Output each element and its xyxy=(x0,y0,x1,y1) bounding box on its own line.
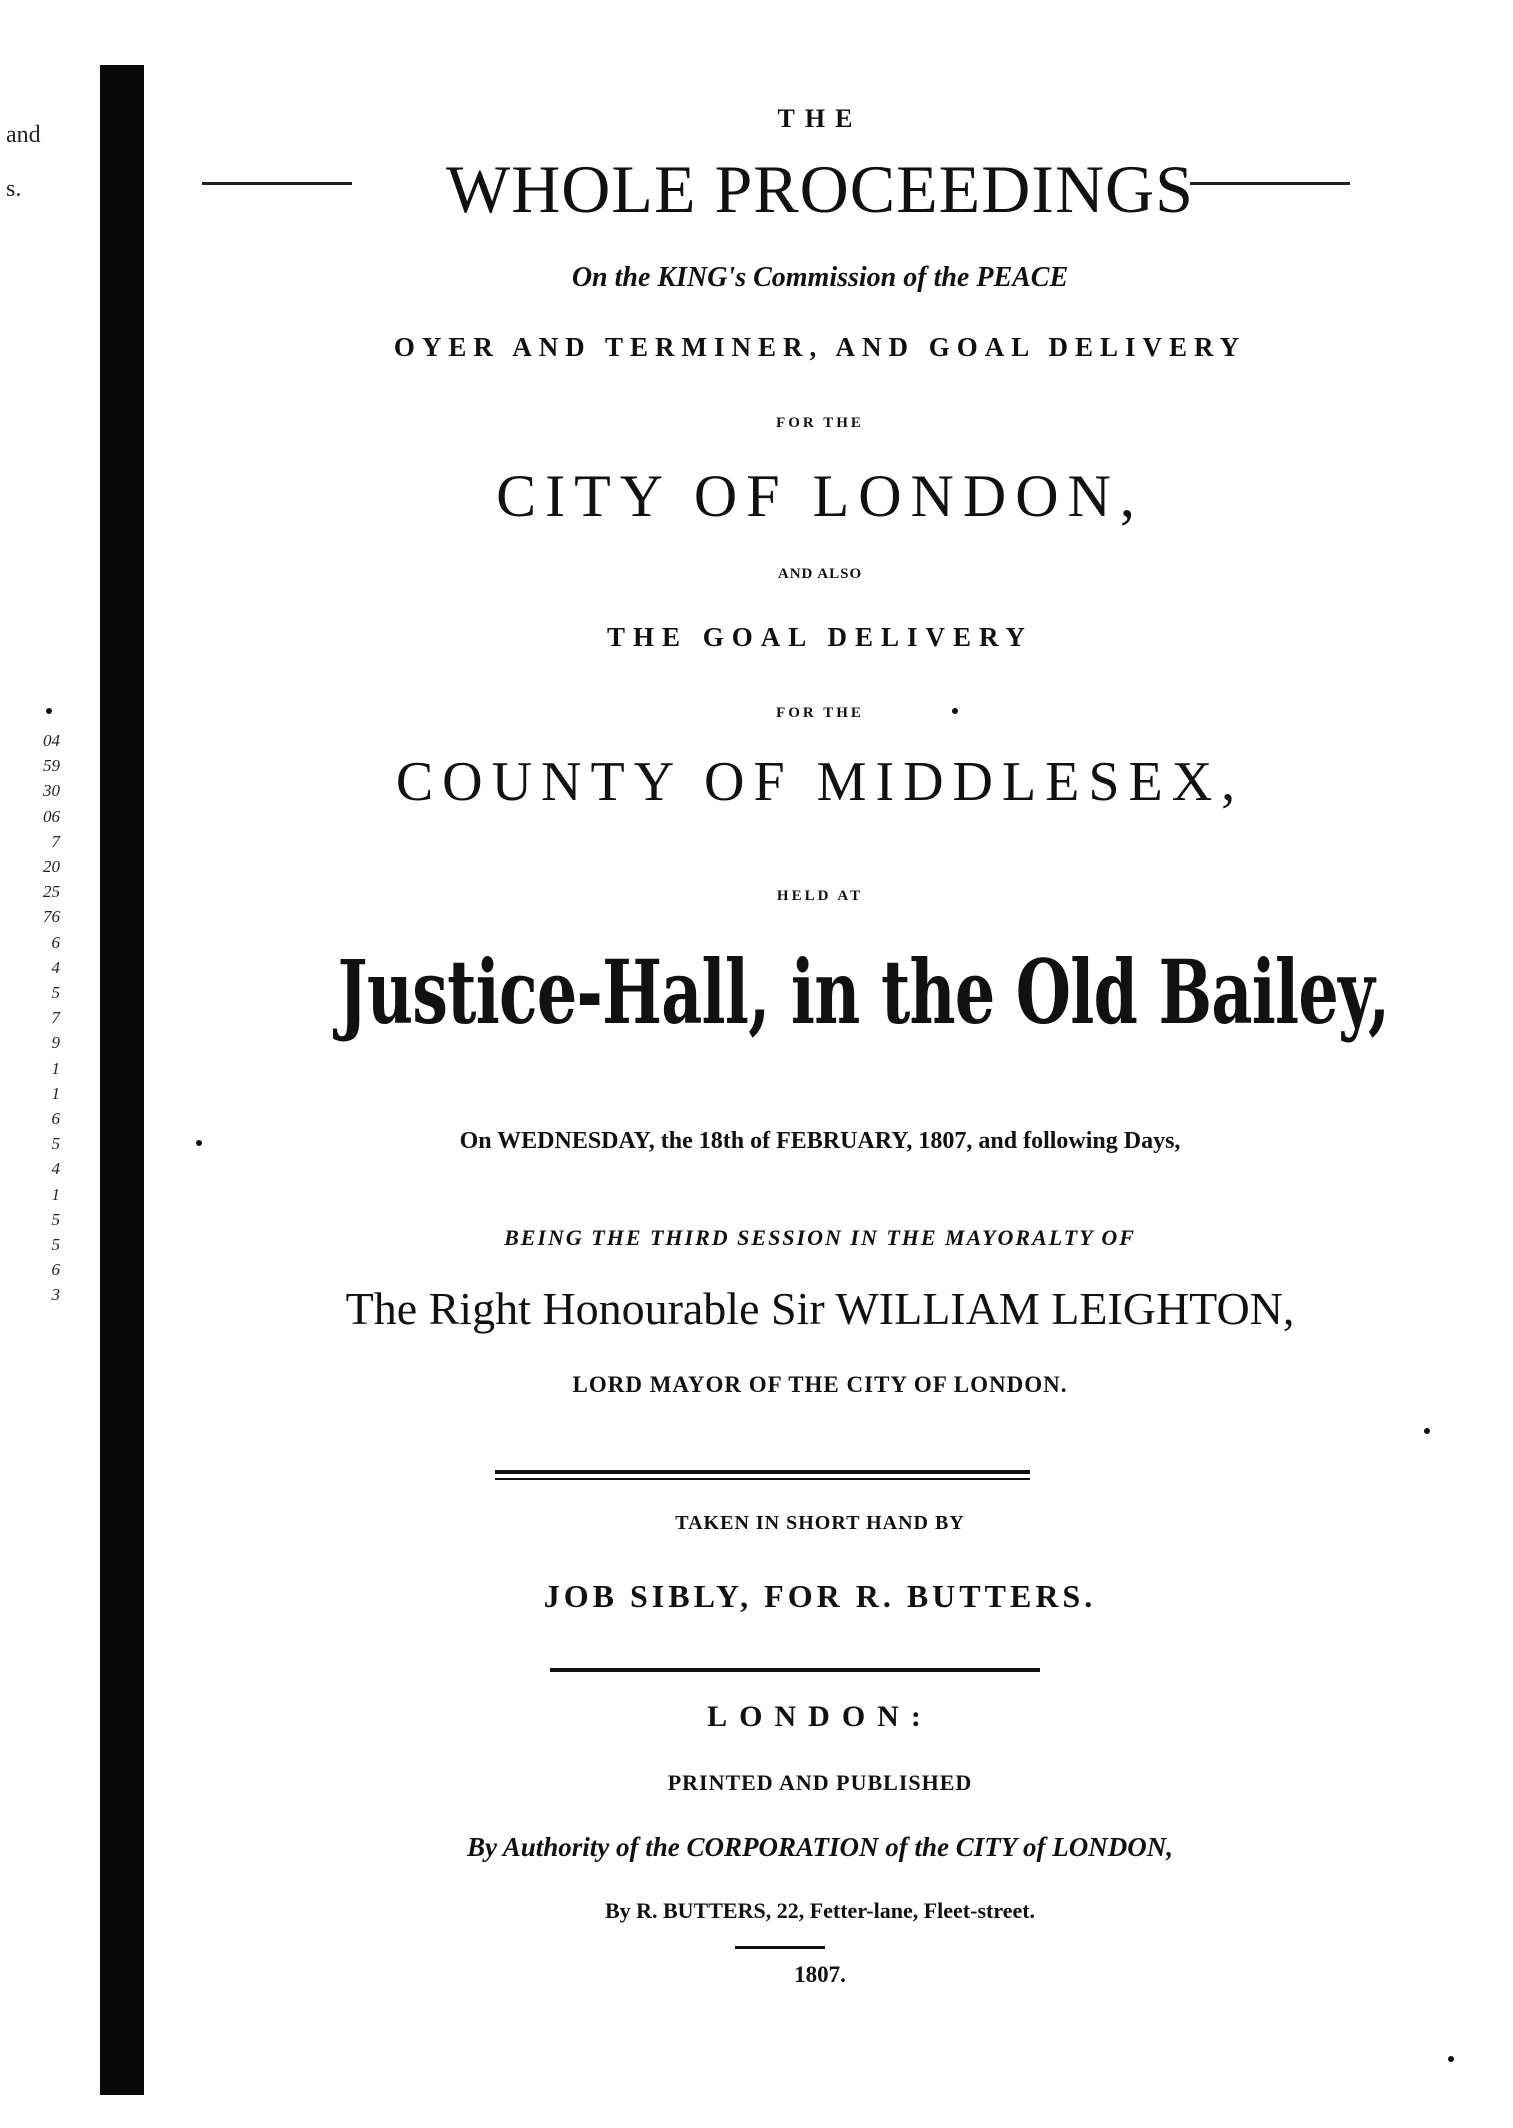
page-gutter-shadow xyxy=(100,65,144,2095)
printed-line: PRINTED AND PUBLISHED xyxy=(667,1770,973,1795)
city-of-london: CITY OF LONDON, xyxy=(496,463,1144,529)
commission-line: On the KING's Commission of the PEACE xyxy=(571,262,1069,293)
margin-number: 7 xyxy=(51,1008,60,1028)
publisher-line: By R. BUTTERS, 22, Fetter-lane, Fleet-street. xyxy=(604,1898,1036,1923)
margin-number: 25 xyxy=(43,882,60,902)
held-at: HELD AT xyxy=(776,888,864,904)
lord-mayor-line: LORD MAYOR OF THE CITY OF LONDON. xyxy=(572,1372,1068,1397)
oyer-terminer-line: OYER AND TERMINER, AND GOAL DELIVERY xyxy=(393,332,1247,362)
ink-speck xyxy=(1424,1428,1430,1434)
margin-number: 1 xyxy=(51,1083,60,1103)
margin-number: 5 xyxy=(51,1209,60,1229)
session-line: BEING THE THIRD SESSION IN THE MAYORALTY OF xyxy=(504,1225,1136,1250)
margin-number: 6 xyxy=(51,1109,60,1129)
reporter-line: JOB SIBLY, FOR R. BUTTERS. xyxy=(543,1578,1097,1614)
margin-number: 3 xyxy=(51,1285,60,1305)
taken-line: TAKEN IN SHORT HAND BY xyxy=(675,1512,965,1534)
rule-above-year xyxy=(735,1946,825,1949)
margin-number: 1 xyxy=(51,1184,60,1204)
title-the: THE xyxy=(777,104,863,133)
main-title: WHOLE PROCEEDINGS xyxy=(446,151,1194,227)
for-the-1: FOR THE xyxy=(776,415,864,431)
margin-number: 1 xyxy=(51,1058,60,1078)
justice-hall-blackletter: Justice-Hall, in the Old Bailey, xyxy=(337,940,1390,1044)
ink-speck xyxy=(46,708,52,714)
ink-speck xyxy=(196,1140,202,1146)
margin-number: 4 xyxy=(51,957,60,977)
margin-number: 6 xyxy=(51,1260,60,1280)
ink-speck xyxy=(952,708,958,714)
margin-number: 6 xyxy=(51,932,60,952)
and-also: AND ALSO xyxy=(777,566,863,582)
margin-number: 5 xyxy=(51,1235,60,1255)
ink-speck xyxy=(1448,2056,1454,2062)
margin-number: 04 xyxy=(43,731,60,750)
margin-number: 76 xyxy=(43,907,60,927)
left-margin-bleed xyxy=(0,0,100,2128)
goal-delivery: THE GOAL DELIVERY xyxy=(606,622,1034,652)
authority-line: By Authority of the CORPORATION of the CITY of LONDON, xyxy=(466,1832,1174,1862)
margin-number: 30 xyxy=(43,781,60,801)
county-of-middlesex: COUNTY OF MIDDLESEX, xyxy=(395,751,1245,813)
year-line: 1807. xyxy=(794,1962,846,1987)
margin-number-column xyxy=(0,728,60,1308)
double-rule-bottom xyxy=(495,1478,1030,1480)
margin-number: 20 xyxy=(43,857,60,877)
margin-number: 5 xyxy=(51,983,60,1003)
margin-number: 7 xyxy=(51,831,60,851)
margin-number: 59 xyxy=(43,756,60,776)
for-the-2: FOR THE xyxy=(776,705,864,721)
double-rule-top xyxy=(495,1470,1030,1474)
margin-number: 06 xyxy=(43,806,60,826)
london-line: LONDON: xyxy=(707,1700,933,1733)
rule-under-reporter xyxy=(550,1668,1040,1672)
margin-number: 5 xyxy=(51,1134,60,1154)
margin-word-s: s. xyxy=(6,176,22,202)
margin-number: 4 xyxy=(51,1159,60,1179)
date-line: On WEDNESDAY, the 18th of FEBRUARY, 1807, and following Days, xyxy=(459,1128,1181,1154)
margin-number: 9 xyxy=(51,1033,60,1053)
margin-word-and: and xyxy=(6,122,41,148)
mayor-line: The Right Honourable Sir WILLIAM LEIGHTON, xyxy=(345,1283,1295,1334)
